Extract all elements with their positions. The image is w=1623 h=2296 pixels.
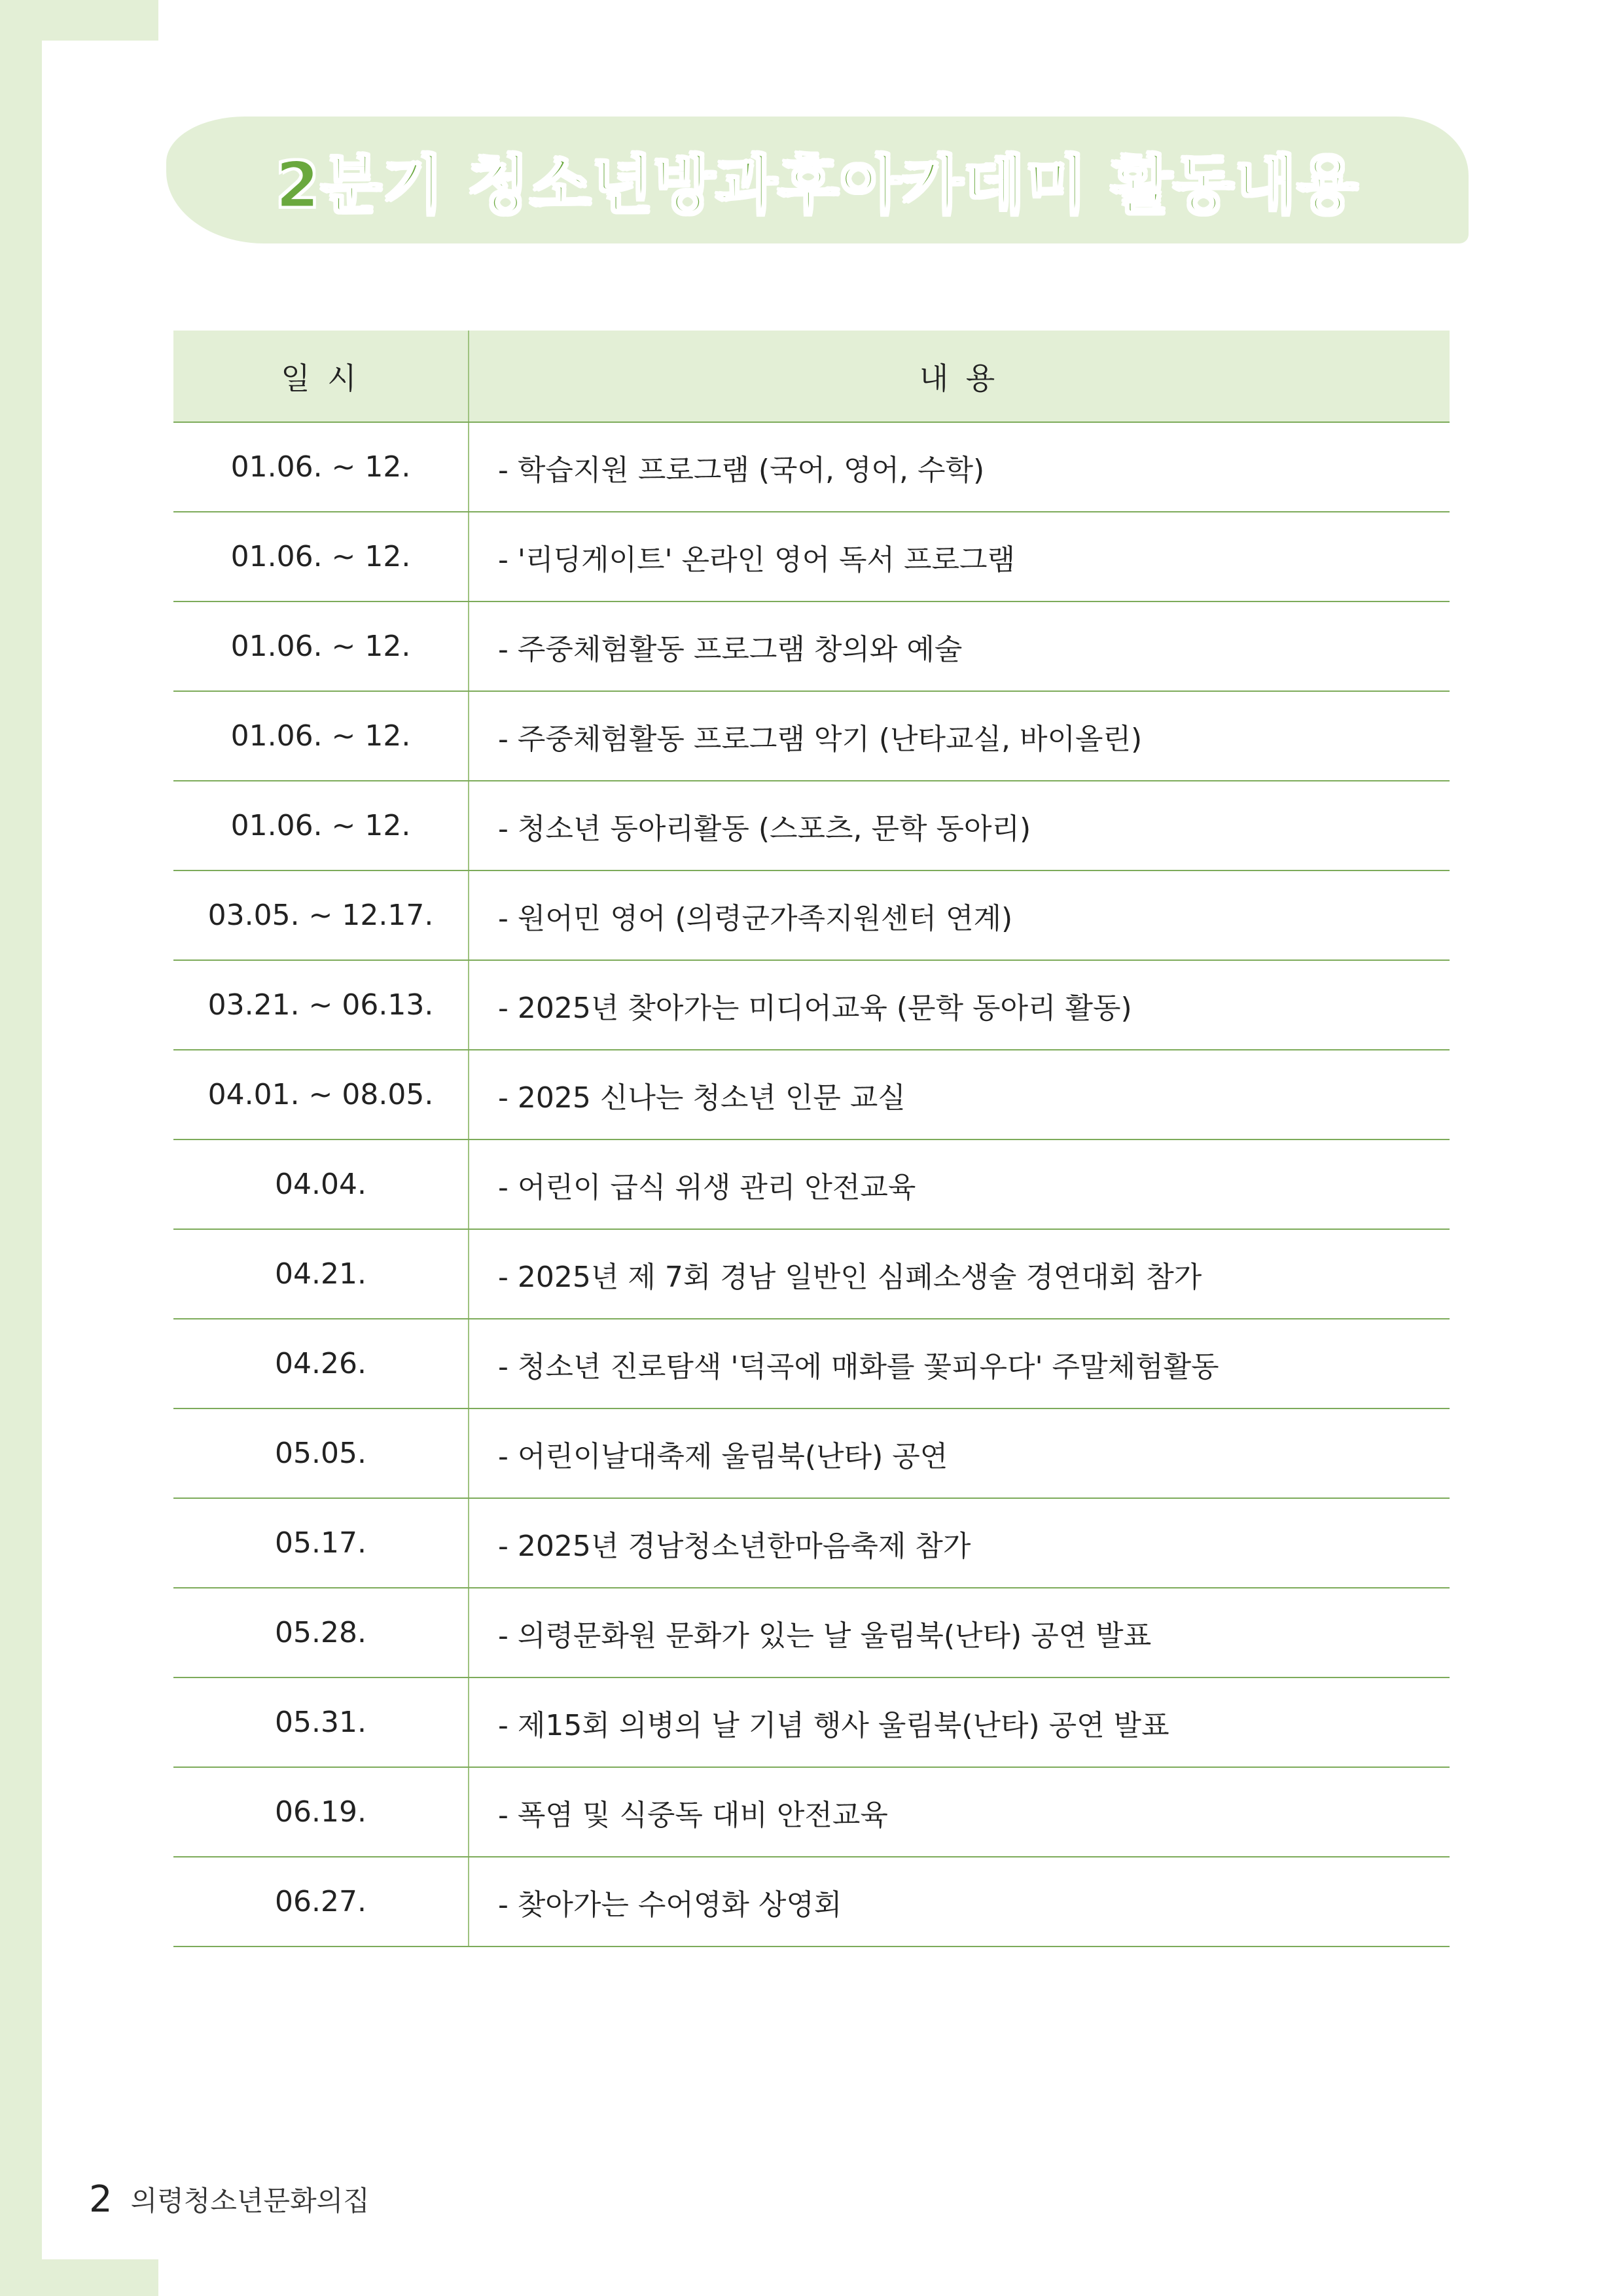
row-date: 05.05. [173,1408,469,1498]
table-row [173,781,1450,870]
table-row [173,960,1450,1050]
page-number: 2 [89,2178,113,2221]
publication-name: 의령청소년문화의집 [130,2185,370,2217]
row-content: - 2025 신나는 청소년 인문 교실 [469,1050,1450,1139]
row-content: - 찾아가는 수어영화 상영회 [469,1857,1450,1946]
activity-schedule-table [173,331,1450,1947]
row-date: 01.06. ~ 12. [173,512,469,601]
table-row [173,870,1450,960]
row-date: 01.06. ~ 12. [173,781,469,870]
row-date: 05.28. [173,1588,469,1677]
table-row [173,1139,1450,1229]
row-date: 04.21. [173,1229,469,1319]
row-date: 04.26. [173,1319,469,1408]
table-row [173,1050,1450,1139]
left-decorative-band [0,0,42,2296]
table-row [173,1408,1450,1498]
bottom-corner-tab [42,2259,158,2296]
table-row [173,1588,1450,1677]
row-content: - 학습지원 프로그램 (국어, 영어, 수학) [469,422,1450,512]
table-row [173,1857,1450,1946]
row-content: - 어린이 급식 위생 관리 안전교육 [469,1139,1450,1229]
table-row [173,1767,1450,1857]
row-date: 03.21. ~ 06.13. [173,960,469,1050]
row-content: - 원어민 영어 (의령군가족지원센터 연계) [469,870,1450,960]
row-date: 01.06. ~ 12. [173,691,469,781]
table-row [173,512,1450,601]
row-date: 03.05. ~ 12.17. [173,870,469,960]
row-date: 05.31. [173,1677,469,1767]
row-date: 06.27. [173,1857,469,1946]
table-header-row [173,331,1450,422]
row-content: - 의령문화원 문화가 있는 날 울림북(난타) 공연 발표 [469,1588,1450,1677]
content-column-header: 내 용 [469,331,1450,422]
page-title: 2분기 청소년방과후아카데미 활동내용 [276,148,1359,222]
table-row [173,1677,1450,1767]
row-content: - 청소년 동아리활동 (스포츠, 문학 동아리) [469,781,1450,870]
row-content: - 폭염 및 식중독 대비 안전교육 [469,1767,1450,1857]
page-footer [89,2176,370,2222]
row-content: - '리딩게이트' 온라인 영어 독서 프로그램 [469,512,1450,601]
row-date: 01.06. ~ 12. [173,601,469,691]
table-row [173,1319,1450,1408]
date-column-header: 일 시 [173,331,469,422]
row-date: 04.01. ~ 08.05. [173,1050,469,1139]
row-content: - 어린이날대축제 울림북(난타) 공연 [469,1408,1450,1498]
row-date: 04.04. [173,1139,469,1229]
row-content: - 청소년 진로탐색 '덕곡에 매화를 꽃피우다' 주말체험활동 [469,1319,1450,1408]
row-date: 05.17. [173,1498,469,1588]
table-row [173,691,1450,781]
row-content: - 2025년 찾아가는 미디어교육 (문학 동아리 활동) [469,960,1450,1050]
row-date: 06.19. [173,1767,469,1857]
row-content: - 주중체험활동 프로그램 악기 (난타교실, 바이올린) [469,691,1450,781]
row-content: - 주중체험활동 프로그램 창의와 예술 [469,601,1450,691]
row-content: - 2025년 제 7회 경남 일반인 심폐소생술 경연대회 참가 [469,1229,1450,1319]
row-content: - 제15회 의병의 날 기념 행사 울림북(난타) 공연 발표 [469,1677,1450,1767]
table-row [173,1229,1450,1319]
top-corner-tab [42,0,158,41]
row-content: - 2025년 경남청소년한마음축제 참가 [469,1498,1450,1588]
table-row [173,1498,1450,1588]
table-row [173,422,1450,512]
table-row [173,601,1450,691]
row-date: 01.06. ~ 12. [173,422,469,512]
